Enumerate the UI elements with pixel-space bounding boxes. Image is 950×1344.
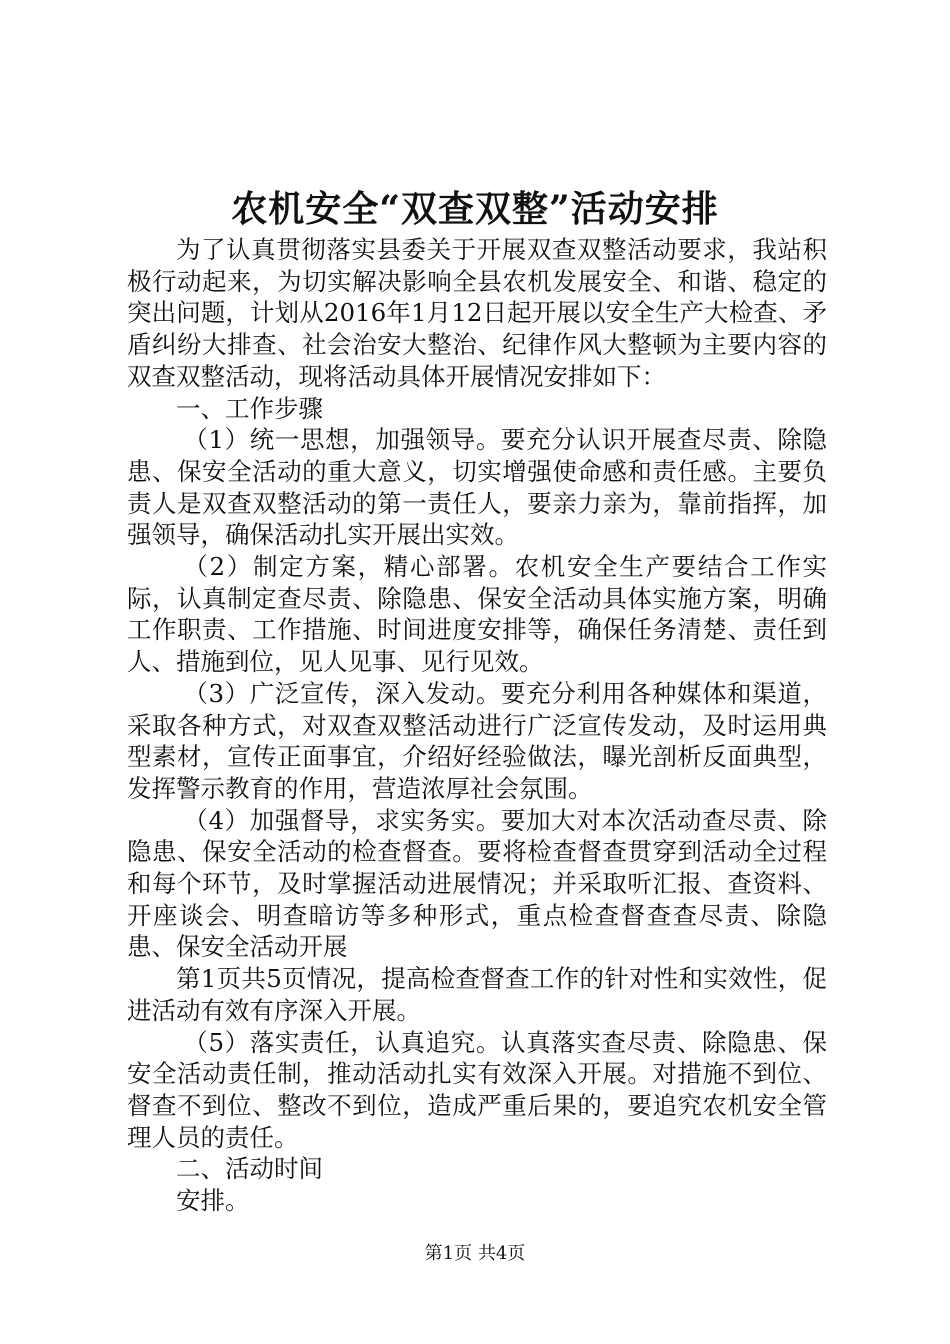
section-heading-activity-time: 二、活动时间 [176, 1154, 323, 1184]
page-footer: 第1页 共4页 [424, 1243, 526, 1264]
step-2-paragraph: （2）制定方案，精心部署。农机安全生产要结合工作实际，认真制定查尽责、除隐患、保安全活动具体实施方案，明确工作职责、工作措施、时间进度安排等，确保任务清楚、责任到人、措施到位，见人见事、见行见效。 [127, 552, 827, 677]
step-1-paragraph: （1）统一思想，加强领导。要充分认识开展查尽责、除隐患、保安全活动的重大意义，切实增强使命感和责任感。主要负责人是双查双整活动的第一责任人，要亲力亲为，靠前指挥，加强领导，确保活动扎实开展出实效。 [127, 425, 827, 550]
closing-text: 安排。 [176, 1186, 250, 1216]
step-4-paragraph: （4）加强督导，求实务实。要加大对本次活动查尽责、除隐患、保安全活动的检查督查。要将检查督查贯穿到活动全过程和每个环节，及时掌握活动进展情况；并采取听汇报、查资料、开座谈会、明查暗访等多种形式，重点检查督查查尽责、除隐患、保安全活动开展 [127, 805, 827, 962]
document-body [127, 234, 827, 1217]
document-title: 农机安全“双查双整”活动安排 [231, 188, 719, 230]
step-3-paragraph: （3）广泛宣传，深入发动。要充分利用各种媒体和渠道，采取各种方式，对双查双整活动进行广泛宣传发动，及时运用典型素材，宣传正面事宜，介绍好经验做法，曝光剖析反面典型，发挥警示教育的作用，营造浓厚社会氛围。 [127, 678, 827, 803]
intro-paragraph: 为了认真贯彻落实县委关于开展双查双整活动要求，我站积极行动起来，为切实解决影响全县农机发展安全、和谐、稳定的突出问题，计划从2016年1月12日起开展以安全生产大检查、矛盾纠纷大排查、社会治安大整治、纪律作风大整顿为主要内容的双查双整活动，现将活动具体开展情况安排如下： [127, 235, 827, 391]
step-5-paragraph: （5）落实责任，认真追究。认真落实查尽责、除隐患、保安全活动责任制，推动活动扎实有效深入开展。对措施不到位、督查不到位、整改不到位，造成严重后果的，要追究农机安全管理人员的责任。 [127, 1027, 827, 1152]
step-4-continuation-paragraph: 第1页共5页情况，提高检查督查工作的针对性和实效性，促进活动有效有序深入开展。 [127, 964, 827, 1025]
section-heading-work-steps: 一、工作步骤 [176, 393, 323, 423]
